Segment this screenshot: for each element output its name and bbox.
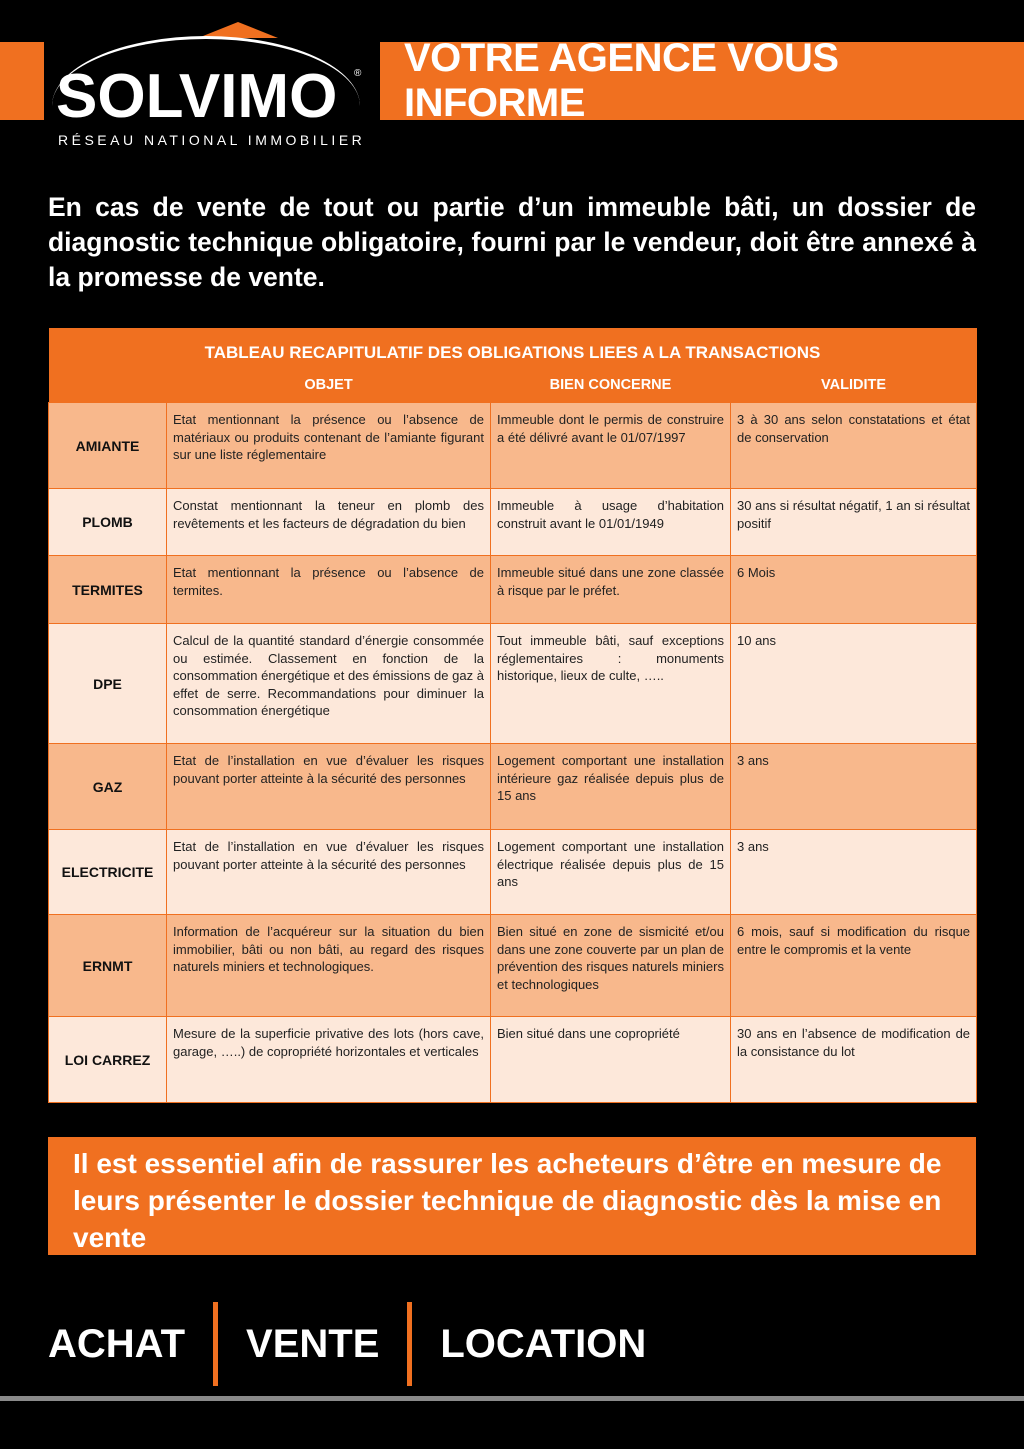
row-label: ERNMT [49,915,167,1017]
row-objet: Constat mentionnant la teneur en plomb des revêtements et les facteurs de dégradation du bien [167,489,491,556]
row-validite: 30 ans si résultat négatif, 1 an si résultat positif [731,489,977,556]
row-validite: 6 Mois [731,556,977,624]
row-objet: Calcul de la quantité standard d’énergie consommée ou estimée. Classement en fonction de la consommation énergétique et des émissions de gaz à effet de serre. Recommandations pour diminuer la consommation énergétique [167,624,491,744]
logo-tagline: RÉSEAU NATIONAL IMMOBILIER [58,132,366,148]
row-objet: Information de l’acquéreur sur la situation du bien immobilier, bâti ou non bâti, au regard des risques naturels miniers et technologiques. [167,915,491,1017]
column-header-bien: BIEN CONCERNE [491,372,731,403]
row-objet: Etat mentionnant la présence ou l’absence de matériaux ou produits contenant de l’amiante figurant sur une liste réglementaire [167,403,491,489]
table-row [49,403,977,489]
logo-registered-mark: ® [354,68,362,79]
footer-rule [0,1396,1024,1401]
obligations-table [48,328,976,1103]
column-header-label [49,372,167,403]
row-bien: Immeuble situé dans une zone classée à risque par le préfet. [491,556,731,624]
bottom-banner: Il est essentiel afin de rassurer les acheteurs d’être en mesure de leurs présenter le dossier technique de diagnostic dès la mise en vente [48,1137,976,1255]
column-header-objet: OBJET [167,372,491,403]
table-row [49,1017,977,1103]
header-left-stripe [0,42,44,120]
row-validite: 3 à 30 ans selon constatations et état de conservation [731,403,977,489]
table-row [49,624,977,744]
row-validite: 30 ans en l’absence de modification de la consistance du lot [731,1017,977,1103]
row-label: LOI CARREZ [49,1017,167,1103]
intro-paragraph: En cas de vente de tout ou partie d’un immeuble bâti, un dossier de diagnostic technique obligatoire, fourni par le vendeur, doit être annexé à la promesse de vente. [48,192,976,292]
row-bien: Logement comportant une installation électrique réalisée depuis plus de 15 ans [491,830,731,915]
footer-divider [407,1302,412,1386]
row-validite: 6 mois, sauf si modification du risque entre le compromis et la vente [731,915,977,1017]
row-label: GAZ [49,744,167,830]
table-row [49,744,977,830]
logo-name: SOLVIMO [56,62,338,131]
row-label: TERMITES [49,556,167,624]
row-objet: Etat de l’installation en vue d’évaluer les risques pouvant porter atteinte à la sécurité des personnes [167,830,491,915]
row-bien: Bien situé en zone de sismicité et/ou dans une zone couverte par un plan de prévention des risques naturels miniers et technologiques [491,915,731,1017]
table-title: TABLEAU RECAPITULATIF DES OBLIGATIONS LIEES A LA TRANSACTIONS [49,328,977,372]
row-label: ELECTRICITE [49,830,167,915]
column-header-validite: VALIDITE [731,372,977,403]
table-title-row [49,328,977,372]
table-header-row [49,372,977,403]
footer-divider [213,1302,218,1386]
row-objet: Etat de l’installation en vue d’évaluer les risques pouvant porter atteinte à la sécurité des personnes [167,744,491,830]
row-validite: 3 ans [731,744,977,830]
table-row [49,556,977,624]
row-bien: Immeuble dont le permis de construire a été délivré avant le 01/07/1997 [491,403,731,489]
row-bien: Immeuble à usage d’habitation construit avant le 01/01/1949 [491,489,731,556]
table-row [49,915,977,1017]
row-objet: Mesure de la superficie privative des lots (hors cave, garage, …..) de copropriété horizontales et verticales [167,1017,491,1103]
footer-item-achat: ACHAT [48,1321,186,1366]
row-bien: Bien situé dans une copropriété [491,1017,731,1103]
header-banner [380,36,1024,125]
table-row [49,489,977,556]
row-label: PLOMB [49,489,167,556]
footer-nav [48,1302,646,1386]
solvimo-logo [50,22,370,150]
footer-item-location: LOCATION [440,1321,647,1366]
row-bien: Tout immeuble bâti, sauf exceptions réglementaires : monuments historique, lieux de culte, ….. [491,624,731,744]
row-validite: 3 ans [731,830,977,915]
row-label: DPE [49,624,167,744]
header-title: VOTRE AGENCE VOUS INFORME [404,36,839,125]
row-label: AMIANTE [49,403,167,489]
table-row [49,830,977,915]
footer-item-vente: VENTE [246,1321,380,1366]
row-validite: 10 ans [731,624,977,744]
row-bien: Logement comportant une installation intérieure gaz réalisée depuis plus de 15 ans [491,744,731,830]
row-objet: Etat mentionnant la présence ou l’absence de termites. [167,556,491,624]
